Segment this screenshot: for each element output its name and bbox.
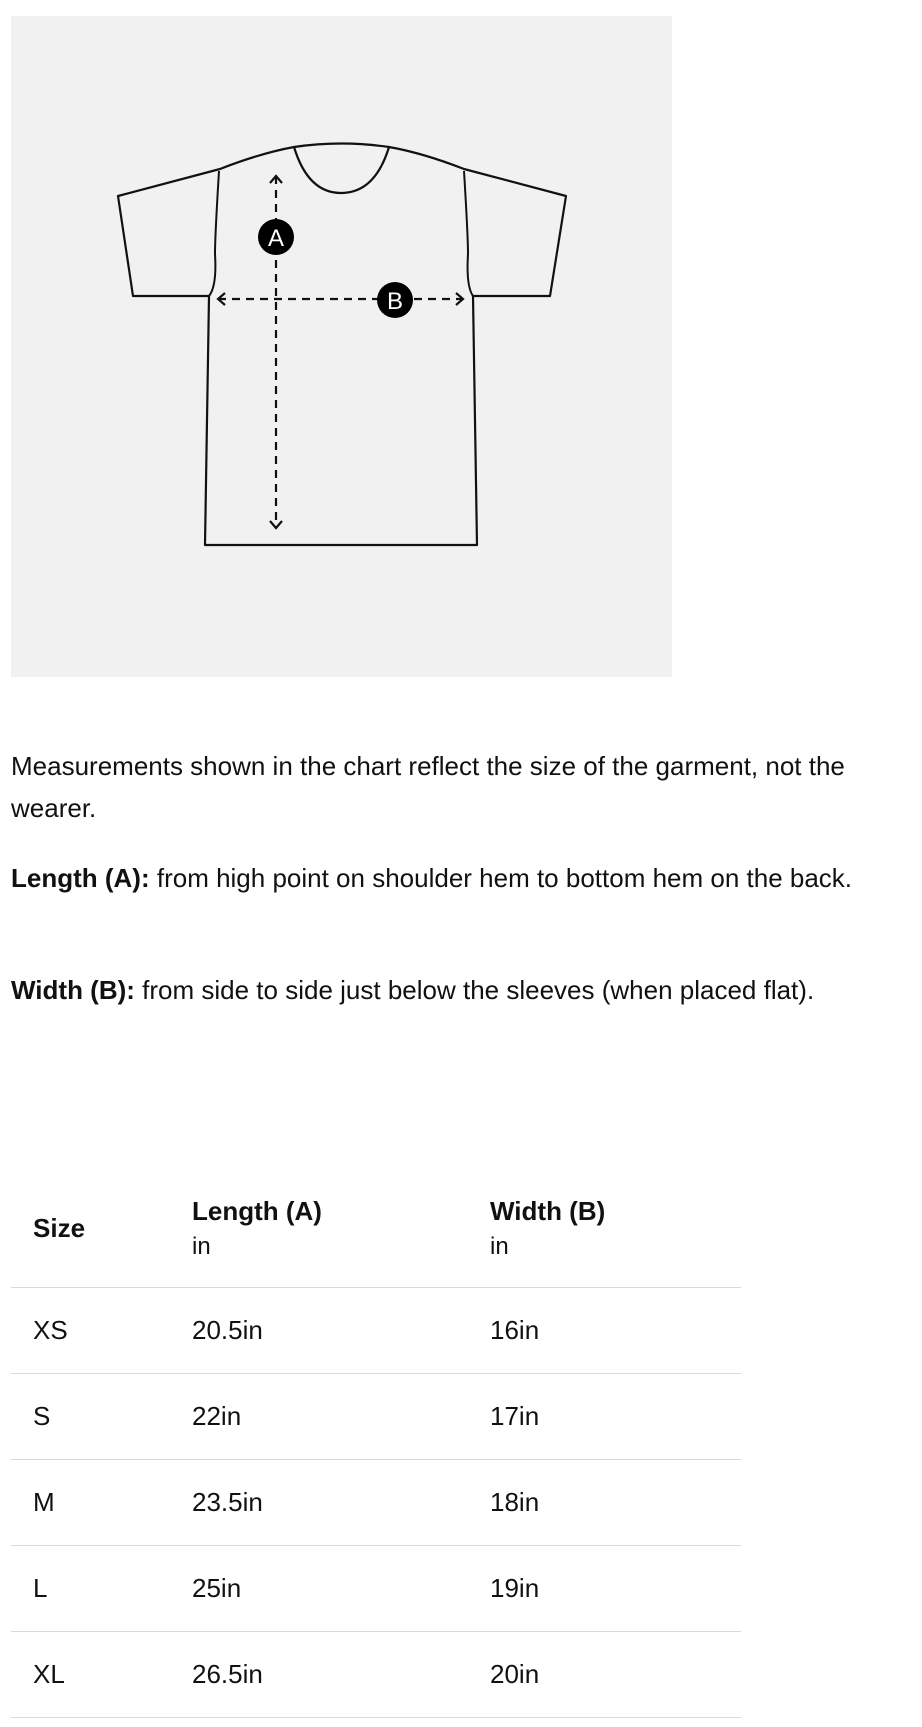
length-cell: 22in bbox=[192, 1374, 490, 1460]
length-definition-label: Length (A): bbox=[11, 863, 150, 893]
size-table bbox=[11, 1170, 741, 1718]
tshirt-measurement-diagram bbox=[11, 16, 672, 677]
marker-a-label: A bbox=[267, 225, 285, 252]
header-width-unit: in bbox=[490, 1233, 509, 1260]
size-cell: M bbox=[11, 1460, 192, 1546]
width-cell: 18in bbox=[490, 1460, 741, 1546]
length-cell: 26.5in bbox=[192, 1632, 490, 1718]
length-cell: 20.5in bbox=[192, 1288, 490, 1374]
width-definition-text: from side to side just below the sleeves (when placed flat). bbox=[134, 975, 815, 1005]
length-cell: 23.5in bbox=[192, 1460, 490, 1546]
width-cell: 16in bbox=[490, 1288, 741, 1374]
size-cell: L bbox=[11, 1546, 192, 1632]
width-cell: 19in bbox=[490, 1546, 741, 1632]
table-row bbox=[11, 1374, 741, 1460]
width-definition bbox=[11, 969, 891, 1011]
header-size-label: Size bbox=[33, 1213, 86, 1243]
header-width bbox=[490, 1170, 741, 1288]
width-cell: 17in bbox=[490, 1374, 741, 1460]
header-length bbox=[192, 1170, 490, 1288]
marker-b-label: B bbox=[386, 288, 404, 315]
length-definition bbox=[11, 857, 891, 899]
table-row bbox=[11, 1546, 741, 1632]
size-cell: XL bbox=[11, 1632, 192, 1718]
size-diagram-panel bbox=[11, 16, 672, 677]
table-row bbox=[11, 1460, 741, 1546]
table-row bbox=[11, 1288, 741, 1374]
width-cell: 20in bbox=[490, 1632, 741, 1718]
size-cell: XS bbox=[11, 1288, 192, 1374]
tshirt-outline bbox=[118, 144, 566, 546]
length-definition-text: from high point on shoulder hem to bottom hem on the back. bbox=[149, 863, 853, 893]
size-cell: S bbox=[11, 1374, 192, 1460]
header-length-unit: in bbox=[192, 1233, 211, 1260]
table-row bbox=[11, 1632, 741, 1718]
width-definition-label: Width (B): bbox=[11, 975, 135, 1005]
header-length-label: Length (A) bbox=[192, 1196, 322, 1226]
length-cell: 25in bbox=[192, 1546, 490, 1632]
header-width-label: Width (B) bbox=[490, 1196, 606, 1226]
header-size bbox=[11, 1170, 192, 1288]
size-table-header-row bbox=[11, 1170, 741, 1288]
measurement-note: Measurements shown in the chart reflect the size of the garment, not the wearer. bbox=[11, 751, 845, 823]
